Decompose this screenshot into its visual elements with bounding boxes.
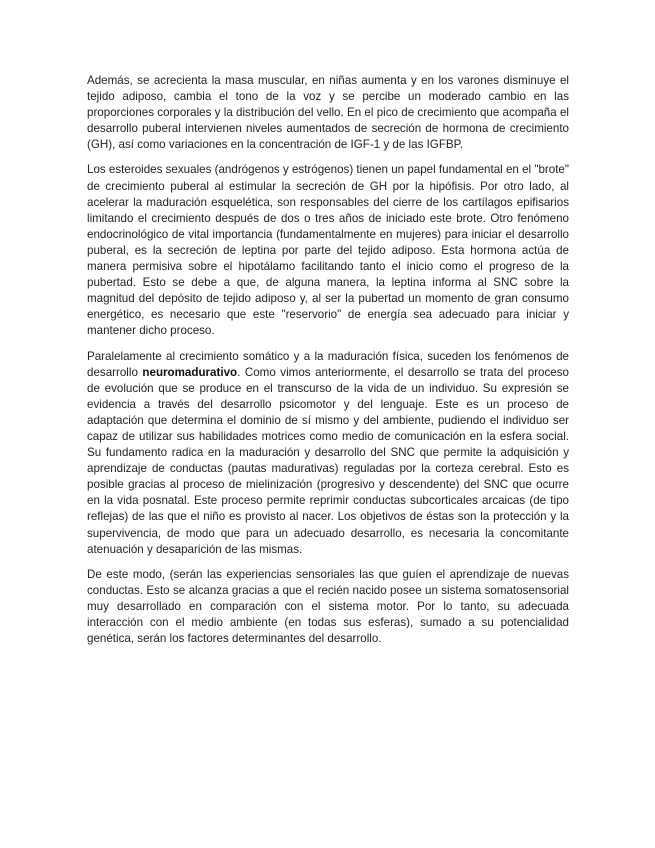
paragraph-3 (87, 349, 569, 558)
paragraph-4: De este modo, (serán las experiencias sensoriales las que guíen el aprendizaje de nuevas conductas. Esto se alcanza gracias a que el recién nacido posee un sistema somatosensorial muy desarrollado en comparación con el sistema motor. Por lo tanto, su adecuada interacción con el medio ambiente (en todas sus esferas), sumado a su potencialidad genética, serán los factores determinantes del desarrollo. (87, 567, 569, 646)
document-body (87, 73, 569, 656)
paragraph-1: Además, se acrecienta la masa muscular, en niñas aumenta y en los varones disminuye el tejido adiposo, cambia el tono de la voz y se percibe un moderado cambio en las proporciones corporales y la distribución del vello. En el pico de crecimiento que acompaña el desarrollo puberal intervienen niveles aumentados de secreción de hormona de crecimiento (GH), así como variaciones en la concentración de IGF-1 y de las IGFBP. (87, 74, 569, 152)
paragraph-3-text-before: Paralelamente al crecimiento somático y a la maduración física, suceden los fenómenos de desarrollo (87, 349, 569, 379)
paragraph-3-text-after: . Como vimos anteriormente, el desarrollo se trata del proceso de evolución que se produce en el transcurso de la vida de un individuo. Su expresión se evidencia a través del desarrollo psicomotor y del lenguaje. Este es un proceso de adaptación que determina el dominio de sí mismo y del ambiente, pudiendo el individuo ser capaz de utilizar sus habilidades motrices como medio de comunicación en la esfera social. Su fundamento radica en la maduración y desarrollo del SNC que permite la adquisición y aprendizaje de conductas (pautas madurativas) reguladas por la corteza cerebral. Esto es posible gracias al proceso de mielinización (progresivo y descendente) del SNC que ocurre en la vida posnatal. Este proceso permite reprimir conductas subcorticales arcaicas (de tipo reflejas) de las que el niño es provisto al nacer. Los objetivos de éstas son la protección y la supervivencia, de modo que para un adecuado desarrollo, es necesaria la concomitante atenuación y desaparición de las mismas. (87, 365, 569, 556)
paragraph-2: Los esteroides sexuales (andrógenos y estrógenos) tienen un papel fundamental en el "brote" de crecimiento puberal al estimular la secreción de GH por la hipófisis. Por otro lado, al acelerar la maduración esquelética, son responsables del cierre de los cartílagos epifisarios limitando el crecimiento después de dos o tres años de iniciado este brote. Otro fenómeno endocrinológico de vital importancia (fundamentalmente en mujeres) para iniciar el desarrollo puberal, es la secreción de leptina por parte del tejido adiposo. Esta hormona actúa de manera permisiva sobre el hipotálamo facilitando tanto el inicio como el progreso de la pubertad. Esto se debe a que, de alguna manera, la leptina informa al SNC sobre la magnitud del depósito de tejido adiposo y, al ser la pubertad un momento de gran consumo energético, es necesario que este "reservorio" de energía sea adecuado para iniciar y mantener dicho proceso. (87, 163, 569, 338)
paragraph-3-bold-term: neuromadurativo (142, 365, 238, 379)
